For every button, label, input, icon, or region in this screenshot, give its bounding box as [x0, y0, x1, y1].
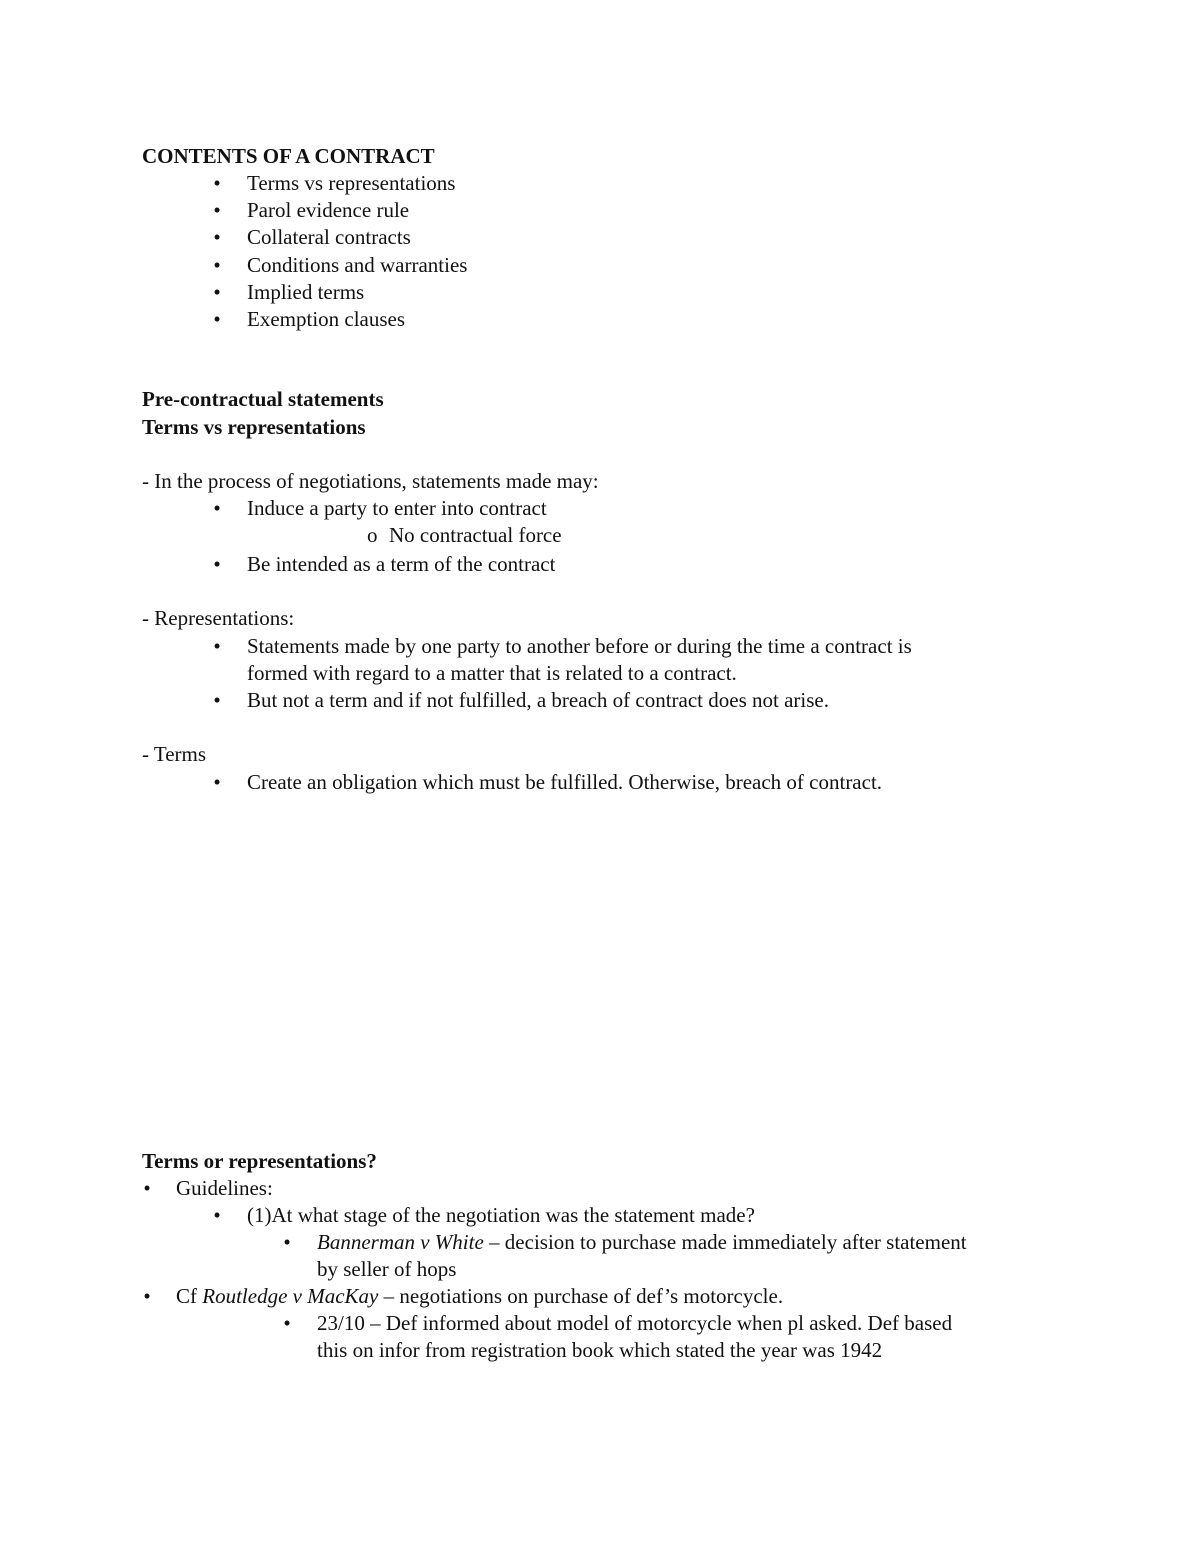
section-title: Terms or representations? [142, 1149, 377, 1173]
contents-item: Exemption clauses [247, 307, 406, 331]
bullet-icon: • [213, 198, 221, 222]
section-title: Pre-contractual statements [142, 387, 384, 411]
case-line-continuation: by seller of hops [317, 1257, 457, 1281]
bullet-icon: • [213, 253, 221, 277]
bullet-icon: • [143, 1284, 151, 1308]
case-name: Bannerman v White [317, 1230, 484, 1254]
contents-item: Collateral contracts [247, 225, 411, 249]
bullet-icon: • [213, 307, 221, 331]
list-item: Be intended as a term of the contract [247, 552, 556, 576]
case-line [317, 1229, 967, 1255]
bullet-icon: • [213, 1203, 221, 1227]
contents-item: Parol evidence rule [247, 198, 410, 222]
bullet-icon: • [213, 634, 221, 658]
contents-item: Conditions and warranties [247, 253, 468, 277]
bullet-icon: • [213, 171, 221, 195]
guidelines-label: Guidelines: [176, 1176, 273, 1200]
case-description: – decision to purchase made immediately after statement [483, 1230, 967, 1254]
case-name: Routledge v MacKay [202, 1284, 379, 1308]
bullet-icon: • [283, 1230, 291, 1254]
bullet-icon: • [213, 225, 221, 249]
contents-item: Terms vs representations [247, 171, 456, 195]
list-item: 23/10 – Def informed about model of motorcycle when pl asked. Def based [317, 1311, 953, 1335]
case-line [176, 1283, 783, 1309]
bullet-icon: • [213, 496, 221, 520]
contents-item: Implied terms [247, 280, 365, 304]
contents-heading: CONTENTS OF A CONTRACT [142, 144, 435, 168]
list-item: But not a term and if not fulfilled, a breach of contract does not arise. [247, 688, 829, 712]
list-item-continuation: formed with regard to a matter that is related to a contract. [247, 661, 737, 685]
sub-bullet-icon: o [367, 523, 378, 547]
cf-prefix: Cf [176, 1284, 203, 1308]
terms-intro: - Terms [142, 742, 207, 766]
list-item: Create an obligation which must be fulfilled. Otherwise, breach of contract. [247, 770, 883, 794]
list-item: No contractual force [389, 523, 562, 547]
bullet-icon: • [213, 770, 221, 794]
bullet-icon: • [213, 688, 221, 712]
list-item: Induce a party to enter into contract [247, 496, 547, 520]
negotiations-intro: - In the process of negotiations, statements made may: [142, 469, 599, 493]
bullet-icon: • [213, 552, 221, 576]
bullet-icon: • [213, 280, 221, 304]
list-item: (1)At what stage of the negotiation was the statement made? [247, 1203, 755, 1227]
representations-intro: - Representations: [142, 606, 295, 630]
list-item: Statements made by one party to another before or during the time a contract is [247, 634, 912, 658]
list-item-continuation: this on infor from registration book which stated the year was 1942 [317, 1338, 883, 1362]
bullet-icon: • [143, 1176, 151, 1200]
section-subtitle: Terms vs representations [142, 415, 366, 439]
case-description: – negotiations on purchase of def’s motorcycle. [378, 1284, 784, 1308]
bullet-icon: • [283, 1311, 291, 1335]
